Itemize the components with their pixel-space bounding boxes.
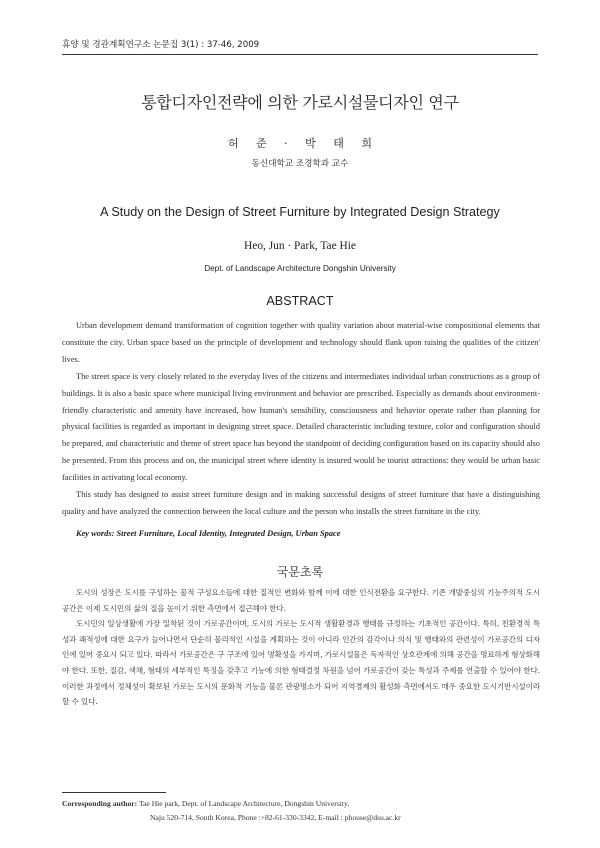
corresponding-author-footnote [62,797,540,825]
footnote-rule [62,792,166,793]
korean-affiliation: 동신대학교 조경학과 교수 [251,159,349,169]
abstract-body [62,318,540,521]
korean-title: 통합디자인전략에 의한 가로시설물디자인 연구 [141,93,459,112]
header-rule [62,54,538,55]
korean-authors: 허 준 · 박 태 희 [227,137,373,150]
footnote-line2: Naju 520-714, South Korea, Phone :+82-61-330-3342, E-mail : phouse@dsu.ac.kr [150,813,401,823]
abstract-paragraph: Urban development demand transformation of cognition together with quality variation about material-wise compositional elements that constitute the city. Urban space based on the principle of development and technology should flank upon raising the qualities of the citizen' lives. [62,321,540,364]
footnote-line1: Tae Hie park, Dept. of Landscape Architecture, Dongshin University, [137,799,350,808]
korean-abstract-heading: 국문초록 [276,565,324,579]
abstract-paragraph: This study has designed to assist street furniture design and in making successful designs of street furniture that have a distinguishing quality and have analyzed the connection between the local culture and the person who installs the street furniture in the city. [62,490,540,516]
english-title: A Study on the Design of Street Furniture by Integrated Design Strategy [100,205,500,219]
english-affiliation: Dept. of Landscape Architecture Dongshin University [204,264,396,273]
abstract-paragraph: The street space is very closely related to the everyday lives of the citizens and intermediates individual urban constructions as a group of buildings. It is also a basic space where municipal living environment and behavior are prescribed. Especially as demands about environment-friendly characteristic and amenity have increased, how human's sensibility, consciousness and behavior operate rather than planning for physical facilities is regarded as important in designing street space. Detailed characteristic including texture, color and configuration should be prepared, and characteristic and theme of street space has beyond the standpoint of deciding configuration based on its capacity should also be presented. From this process and on, the municipal street where identity is insured would be tourist attractions: they would be urban basic facilities in activating local economy. [62,371,540,483]
english-authors: Heo, Jun · Park, Tae Hie [244,240,356,252]
korean-abstract-paragraph: 도시민의 일상생활에 가장 밀착된 것이 가로공간이며, 도시의 가로는 도시적 생활환경과 행태를 규정하는 기초적인 공간이다. 특히, 친환경적 특성과 쾌적성에 대한 요구가 늘어나면서 단순히 물리적인 시설을 계획하는 것이 아니라 인간의 감각이나 의식 및 행태와의 관련성이 가로공간의 디자인에 있어 중요시 되고 있다. 따라서 가로공간은 구 구조에 있어 명확성을 가지며, 가로시설물은 독자적인 상호관계에 의해 공간을 명료하게 형상화해야 한다. 또한, 질감, 색채, 형태의 세부적인 특징을 갖추고 기능에 의한 형태결정 차원을 넘어 가로공간이 갖는 특성과 주제를 연출할 수 있어야 한다. 이러한 과정에서 정체성이 확보된 가로는 도시의 문화적 기능을 물론 관광명소가 되어 지역경제의 활성화 측면에서도 매우 중요한 도시기반시설이라 할 수 있다. [62,619,540,707]
footnote-label: Corresponding author: [62,799,138,808]
keywords: Key words: Street Furniture, Local Identity, Integrated Design, Urban Space [76,529,341,538]
abstract-heading: ABSTRACT [266,294,334,308]
korean-abstract-body [62,585,540,710]
journal-header: 휴양 및 경관계획연구소 논문집 3(1) : 37-46, 2009 [62,40,260,50]
korean-abstract-paragraph: 도시의 성장은 도시를 구성하는 물적 구성요소들에 대한 질적인 변화와 함께 이에 대한 인식전환을 요구한다. 기존 개발중심의 기능주의적 도시공간은 이제 도시민의 삶의 질을 높이기 위한 측면에서 접근해야 한다. [62,588,540,613]
